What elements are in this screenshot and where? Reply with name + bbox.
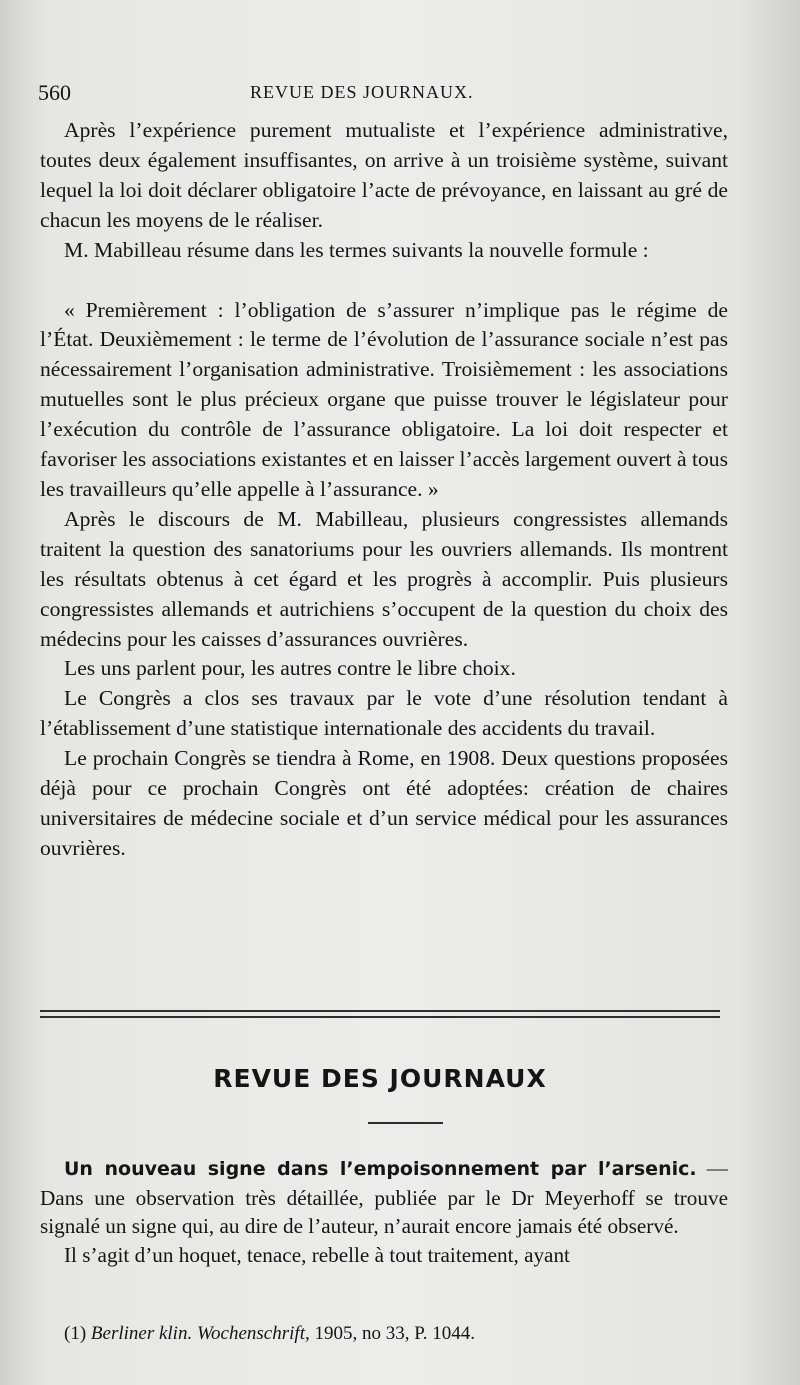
running-title: REVUE DES JOURNAUX.: [250, 82, 474, 102]
paragraph-sanatoriums: Après le discours de M. Mabilleau, plusieurs congressistes allemands traitent la question des sanatoriums pour les ouvriers allemands. Ils montrent les résultats obtenus à cet égard et les progrès à accomplir. Puis plusieurs congressistes allemands et autrichiens s’occupent de la question du choix des médecins pour les caisses d’assurances ouvrières.: [40, 506, 728, 651]
article-second-paragraph: Il s’agit d’un hoquet, tenace, rebelle à tout traitement, ayant: [64, 1242, 570, 1267]
paragraph-third-system: Après l’expérience purement mutualiste et l’expérience administrative, toutes deux également insuffisantes, on arrive à un troisième système, suivant lequel la loi doit déclarer obligatoire l’acte de prévoyance, en laissant au gré de chacun les moyens de le réaliser.: [40, 118, 728, 232]
paragraph-free-choice: Les uns parlent pour, les autres contre le libre choix.: [64, 656, 516, 681]
article-first-paragraph: [40, 1154, 728, 1241]
article-text: — Dans une observation très détaillée, publiée par le Dr Meyerhoff se trouve signalé un signe qui, au dire de l’auteur, n’aurait encore jamais été observé.: [40, 1156, 728, 1239]
footnote-journal: Berliner klin. Wochenschrift,: [90, 1323, 310, 1344]
footnote: [64, 1322, 724, 1346]
running-header: [38, 80, 740, 108]
article: [40, 1154, 728, 1269]
title-underline: [368, 1122, 443, 1124]
divider-line-top: [40, 1010, 720, 1012]
page-number: 560: [38, 80, 71, 105]
article-heading: Un nouveau signe dans l’empoisonnement par l’arsenic.: [64, 1158, 697, 1180]
divider-line-bottom: [40, 1016, 720, 1018]
paragraph-resolution: Le Congrès a clos ses travaux par le vote d’une résolution tendant à l’établissement d’une statistique internationale des accidents du travail.: [40, 686, 728, 741]
paragraph-next-congress: Le prochain Congrès se tiendra à Rome, en 1908. Deux questions proposées déjà pour ce prochain Congrès ont été adoptées: création de chaires universitaires de médecine sociale et d’un service médical pour les assurances ouvrières.: [40, 746, 728, 860]
paragraph-mabilleau-quote: « Premièrement : l’obligation de s’assurer n’implique pas le régime de l’État. Deuxièmement : le terme de l’évolution de l’assurance sociale n’est pas nécessairement l’organisation administrative. Troisièmement : les associations mutuelles sont le plus précieux organe que puisse trouver le législateur pour l’exécution du contrôle de l’assurance obligatoire. La loi doit respecter et favoriser les associations existantes et en laisser l’accès largement ouvert à tous les travailleurs qu’elle appelle à l’assurance. »: [40, 297, 728, 501]
paragraph-mabilleau-intro: M. Mabilleau résume dans les termes suivants la nouvelle formule :: [64, 237, 649, 262]
section-divider: [40, 1006, 720, 1022]
section-title: REVUE DES JOURNAUX: [213, 1064, 547, 1093]
main-text: [40, 116, 728, 864]
footnote-marker: (1): [64, 1323, 87, 1344]
footnote-citation: 1905, no 33, P. 1044.: [314, 1323, 475, 1344]
